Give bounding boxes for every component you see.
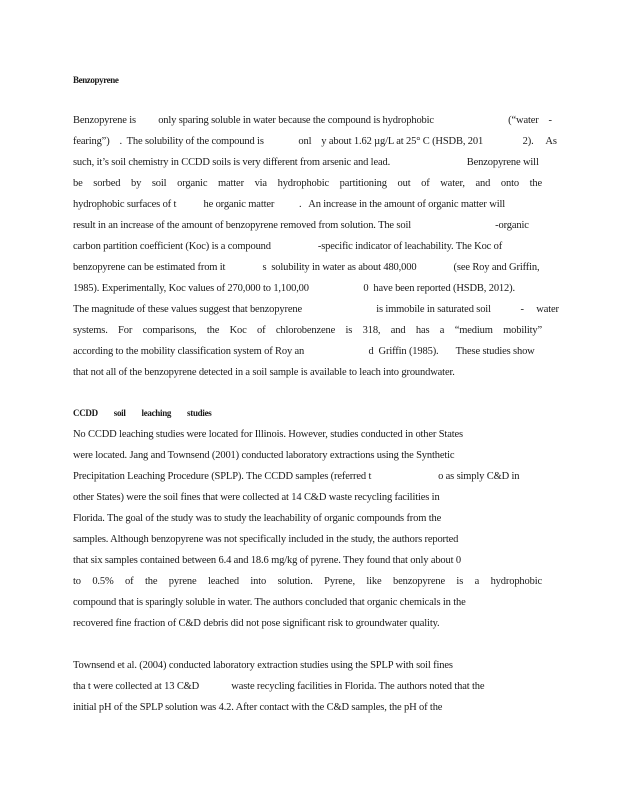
text-line: hydrophobic surfaces of t he organic matter . An increase in the amount of organic matter will (73, 199, 505, 210)
text-line: benzopyrene can be estimated from it s solubility in water as about 480,000 (see Roy and Griffin, (73, 262, 540, 273)
text-line: The magnitude of these values suggest that benzopyrene is immobile in saturated soil - water (73, 304, 559, 315)
heading-benzopyrene: Benzopyrene (73, 75, 119, 85)
text-line: fearing”) . The solubility of the compound is onl y about 1.62 µg/L at 25° C (HSDB, 201 2). As (73, 136, 557, 147)
text-line: that not all of the benzopyrene detected in a soil sample is available to leach into groundwater. (73, 367, 455, 378)
text-line: to 0.5% of the pyrene leached into solution. Pyrene, like benzopyrene is a hydrophobic (73, 576, 542, 587)
text-line: tha t were collected at 13 C&D waste recycling facilities in Florida. The authors noted that the (73, 681, 485, 692)
text-line: were located. Jang and Townsend (2001) conducted laboratory extractions using the Synthetic (73, 450, 455, 461)
text-line: carbon partition coefficient (Koc) is a compound -specific indicator of leachability. The Koc of (73, 241, 503, 252)
text-line: No CCDD leaching studies were located for Illinois. However, studies conducted in other States (73, 429, 463, 440)
text-line: recovered fine fraction of C&D debris did not pose significant risk to groundwater quality. (73, 618, 440, 629)
text-line: result in an increase of the amount of benzopyrene removed from solution. The soil -organic (73, 220, 529, 231)
text-line: that six samples contained between 6.4 and 18.6 mg/kg of pyrene. They found that only about 0 (73, 555, 461, 566)
text-line: 1985). Experimentally, Koc values of 270,000 to 1,100,00 0 have been reported (HSDB, 2012). (73, 283, 515, 294)
text-line: initial pH of the SPLP solution was 4.2. After contact with the C&D samples, the pH of the (73, 702, 443, 713)
text-line: Benzopyrene is only sparing soluble in water because the compound is hydrophobic (“water - (73, 115, 552, 126)
text-line: such, it’s soil chemistry in CCDD soils is very different from arsenic and lead. Benzopyrene will (73, 157, 539, 168)
text-line: Townsend et al. (2004) conducted laboratory extraction studies using the SPLP with soil fines (73, 660, 453, 671)
text-line: Precipitation Leaching Procedure (SPLP). The CCDD samples (referred t o as simply C&D in (73, 471, 520, 482)
text-line: other States) were the soil fines that were collected at 14 C&D waste recycling facilities in (73, 492, 440, 503)
text-line: samples. Although benzopyrene was not specifically included in the study, the authors reported (73, 534, 459, 545)
text-line: systems. For comparisons, the Koc of chlorobenzene is 318, and has a “medium mobility” (73, 325, 542, 336)
text-line: compound that is sparingly soluble in water. The authors concluded that organic chemicals in the (73, 597, 466, 608)
text-line: Florida. The goal of the study was to study the leachability of organic compounds from the (73, 513, 442, 524)
text-line: according to the mobility classification system of Roy an d Griffin (1985). These studies show (73, 346, 535, 357)
heading-ccdd-soil-leaching-studies: CCDD soil leaching studies (73, 408, 212, 418)
text-line: be sorbed by soil organic matter via hydrophobic partitioning out of water, and onto the (73, 178, 542, 189)
